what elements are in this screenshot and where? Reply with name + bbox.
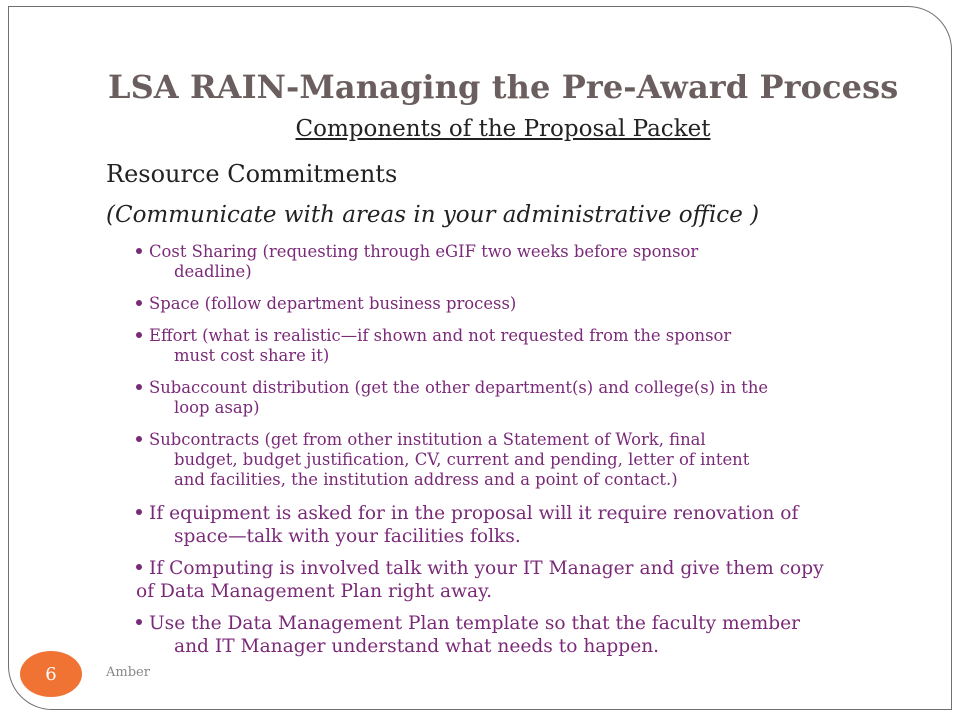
bullet-dot-icon bbox=[136, 509, 142, 515]
bullet-item bbox=[134, 242, 894, 282]
bullet-line: Subaccount distribution (get the other department(s) and college(s) in the bbox=[149, 378, 769, 397]
bullet-dot-icon bbox=[136, 436, 142, 442]
bullet-item bbox=[134, 326, 894, 366]
bullet-line: deadline) bbox=[174, 262, 252, 281]
page-number: 6 bbox=[45, 663, 57, 685]
bullet-item bbox=[134, 294, 894, 314]
bullet-list bbox=[134, 242, 894, 667]
bullet-item bbox=[134, 612, 894, 658]
bullet-item bbox=[134, 557, 894, 603]
bullet-line: Use the Data Management Plan template so that the faculty member bbox=[149, 613, 801, 634]
slide-subtitle: Components of the Proposal Packet bbox=[295, 116, 711, 142]
bullet-item bbox=[134, 430, 894, 490]
bullet-line: Effort (what is realistic—if shown and not requested from the sponsor bbox=[149, 326, 732, 345]
bullet-dot-icon bbox=[136, 384, 142, 390]
bullet-dot-icon bbox=[136, 300, 142, 306]
bullet-line: Cost Sharing (requesting through eGIF two weeks before sponsor bbox=[149, 242, 699, 261]
section-note: (Communicate with areas in your administrative office ) bbox=[106, 202, 760, 228]
bullet-item bbox=[134, 502, 894, 548]
bullet-line: space—talk with your facilities folks. bbox=[174, 526, 521, 547]
bullet-line: and facilities, the institution address and a point of contact.) bbox=[174, 470, 678, 489]
bullet-line: Subcontracts (get from other institution a Statement of Work, final bbox=[149, 430, 706, 449]
bullet-line: If equipment is asked for in the proposal will it require renovation of bbox=[149, 503, 799, 524]
bullet-dot-icon bbox=[136, 564, 142, 570]
bullet-line: must cost share it) bbox=[174, 346, 330, 365]
bullet-line: budget, budget justification, CV, current and pending, letter of intent bbox=[174, 450, 750, 469]
page-number-badge bbox=[20, 651, 82, 697]
bullet-dot-icon bbox=[136, 248, 142, 254]
bullet-line: and IT Manager understand what needs to happen. bbox=[174, 636, 660, 657]
slide-title: LSA RAIN-Managing the Pre-Award Process bbox=[108, 68, 899, 106]
bullet-line: If Computing is involved talk with your IT Manager and give them copy bbox=[149, 558, 824, 579]
section-heading: Resource Commitments bbox=[106, 160, 398, 188]
bullet-dot-icon bbox=[136, 619, 142, 625]
bullet-line: Space (follow department business process) bbox=[149, 294, 517, 313]
bullet-line: of Data Management Plan right away. bbox=[136, 581, 493, 602]
bullet-line: loop asap) bbox=[174, 398, 260, 417]
footer-text: Amber bbox=[106, 665, 150, 680]
bullet-item bbox=[134, 378, 894, 418]
bullet-dot-icon bbox=[136, 332, 142, 338]
